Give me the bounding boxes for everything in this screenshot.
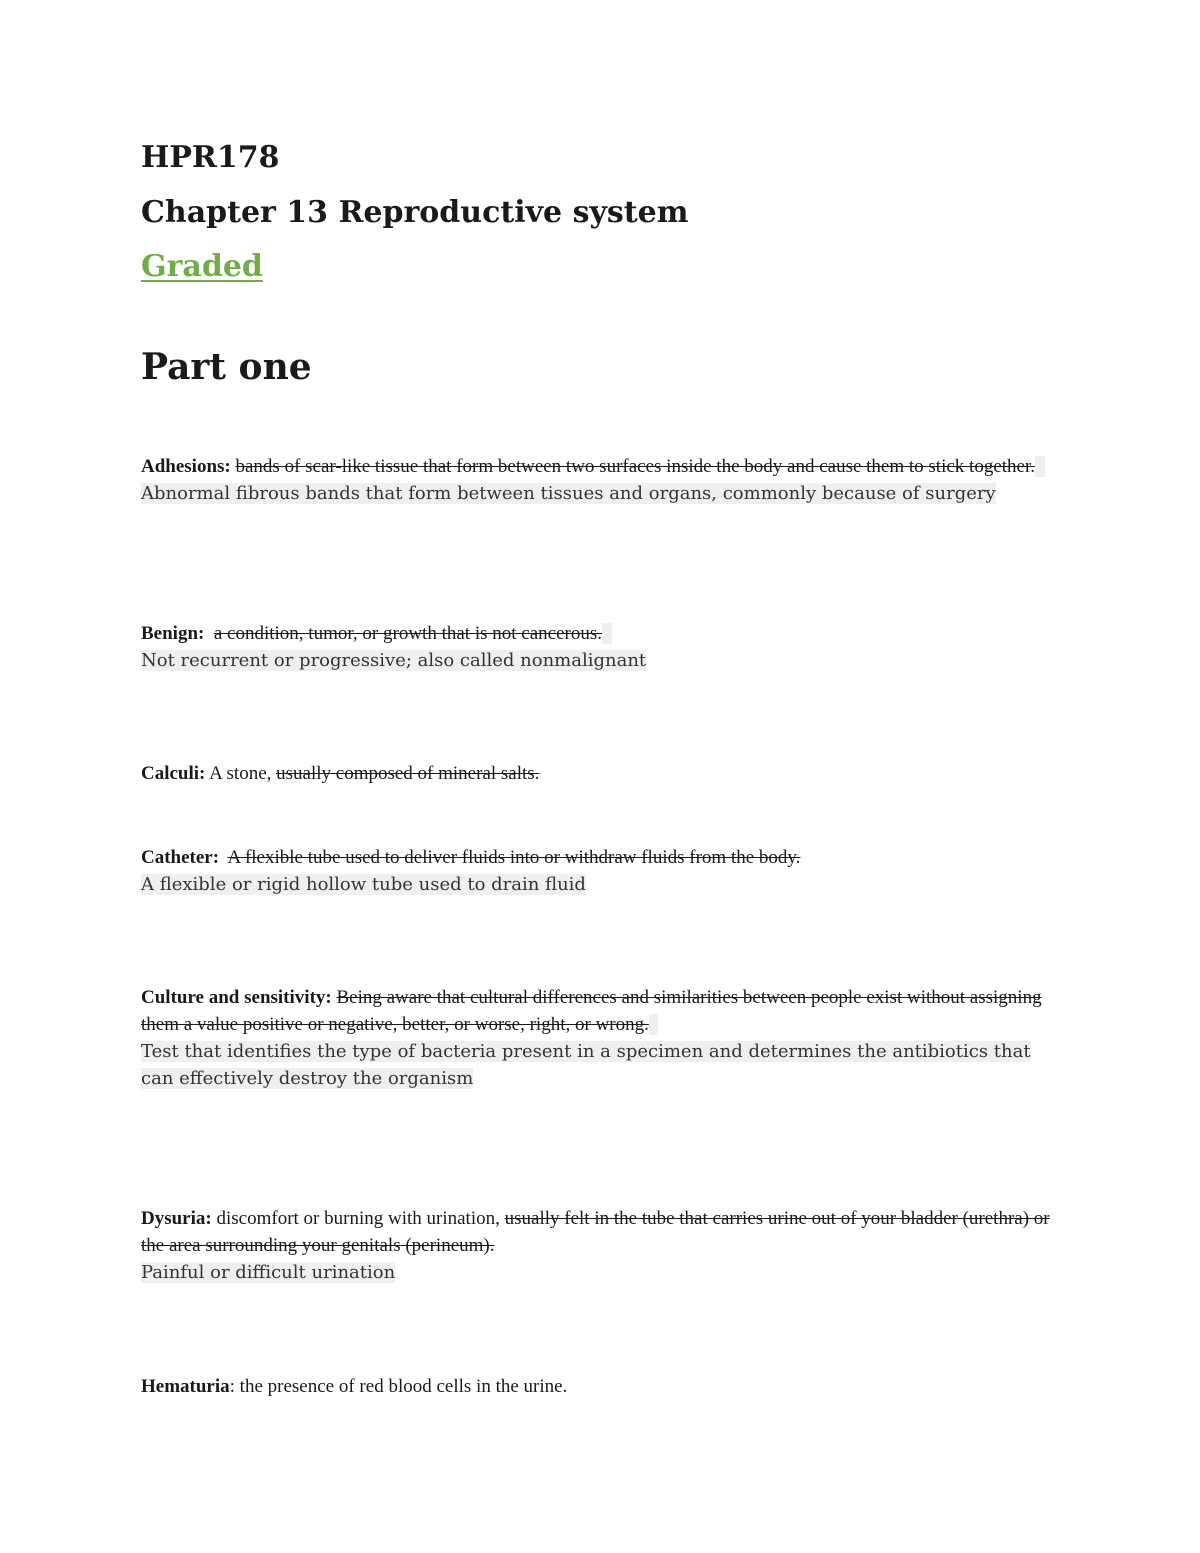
- entry-adhesions: [141, 453, 1051, 507]
- course-code: HPR178: [141, 140, 280, 175]
- struck-definition: usually composed of mineral salts.: [276, 763, 540, 784]
- answer-definition: A flexible or rigid hollow tube used to drain fluid: [141, 874, 586, 895]
- struck-definition: a condition, tumor, or growth that is not cancerous.: [213, 623, 602, 644]
- entry-dysuria: [141, 1205, 1051, 1286]
- entry-catheter: [141, 844, 1051, 898]
- term-label: Benign:: [141, 623, 205, 644]
- struck-definition: A flexible tube used to deliver fluids into or withdraw fluids from the body.: [227, 847, 801, 868]
- entry-hematuria: [141, 1373, 1051, 1400]
- plain-definition: A stone,: [209, 763, 272, 784]
- term-label: Adhesions:: [141, 456, 231, 477]
- term-label: Culture and sensitivity:: [141, 987, 332, 1008]
- chapter-title: Chapter 13 Reproductive system: [141, 195, 689, 230]
- entry-benign: [141, 620, 1051, 674]
- answer-definition: Test that identifies the type of bacteria present in a specimen and determines the antibiotics that can effectively destroy the organism: [141, 1041, 1031, 1089]
- answer-definition: Abnormal fibrous bands that form between tissues and organs, commonly because of surgery: [141, 483, 996, 504]
- term-label: Calculi:: [141, 763, 206, 784]
- answer-definition: Painful or difficult urination: [141, 1262, 396, 1283]
- plain-definition: discomfort or burning with urination,: [216, 1208, 500, 1229]
- struck-definition: Being aware that cultural differences and similarities between people exist without assigning them a value positive or negative, better, or worse, right, or wrong.: [141, 987, 1042, 1035]
- plain-definition: : the presence of red blood cells in the urine.: [229, 1376, 568, 1397]
- entry-culture-sensitivity: [141, 984, 1051, 1092]
- term-label: Catheter:: [141, 847, 220, 868]
- term-label: Hematuria: [141, 1376, 230, 1397]
- graded-label: Graded: [141, 249, 263, 284]
- answer-definition: Not recurrent or progressive; also called nonmalignant: [141, 650, 647, 671]
- entry-calculi: [141, 760, 1051, 787]
- term-label: Dysuria:: [141, 1208, 212, 1229]
- struck-definition: bands of scar-like tissue that form between two surfaces inside the body and cause them to stick together.: [235, 456, 1036, 477]
- part-heading: Part one: [141, 346, 312, 388]
- struck-definition: usually felt in the tube that carries urine out of your bladder (urethra) or the area surrounding your genitals (perineum).: [141, 1208, 1050, 1256]
